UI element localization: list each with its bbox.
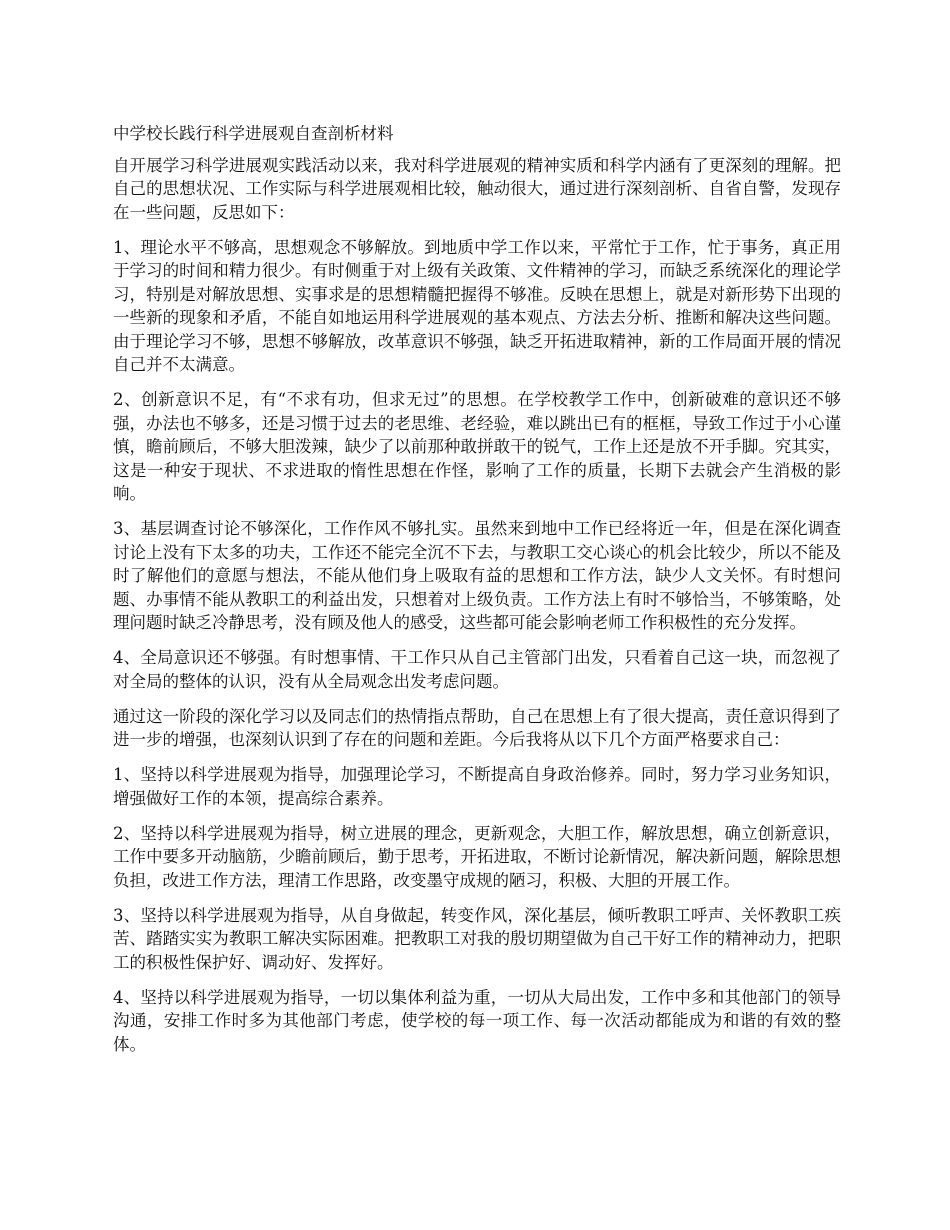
problem-paragraph-2: 2、创新意识不足，有“不求有功，但求无过”的思想。在学校教学工作中，创新破难的意识还不够强，办法也不够多，还是习惯于过去的老思维、老经验，难以跳出已有的框框，导致工作过于小心谨慎，瞻前顾后，不够大胆泼辣，缺少了以前那种敢拼敢干的锐气，工作上还是放不开手脚。究其实，这是一种安于现状、不求进取的惰性思想在作怪，影响了工作的质量，长期下去就会产生消极的影响。 (113, 390, 841, 503)
measure-paragraph-1: 1、坚持以科学进展观为指导，加强理论学习，不断提高自身政治修养。同时，努力学习业务知识，增强做好工作的本领，提高综合素养。 (113, 765, 841, 808)
document-title: 中学校长践行科学进展观自查剖析材料 (113, 124, 394, 143)
problem-paragraph-3: 3、基层调查讨论不够深化，工作作风不够扎实。虽然来到地中工作已经将近一年，但是在深化调查讨论上没有下太多的功夫，工作还不能完全沉不下去，与教职工交心谈心的机会比较少，所以不能及时了解他们的意愿与想法，不能从他们身上吸取有益的思想和工作方法，缺少人文关怀。有时想问题、办事情不能从教职工的利益出发，只想着对上级负责。工作方法上有时不够恰当，不够策略，处理问题时缺乏冷静思考，没有顾及他人的感受，这些都可能会影响老师工作积极性的充分发挥。 (113, 519, 841, 632)
measure-paragraph-2: 2、坚持以科学进展观为指导，树立进展的理念，更新观念，大胆工作，解放思想，确立创新意识，工作中要多开动脑筋，少瞻前顾后，勤于思考，开拓进取，不断讨论新情况，解决新问题，解除思想负担，改进工作方法，理清工作思路，改变墨守成规的陋习，积极、大胆的开展工作。 (113, 823, 841, 890)
problem-paragraph-1: 1、理论水平不够高，思想观念不够解放。到地质中学工作以来，平常忙于工作，忙于事务，真正用于学习的时间和精力很少。有时侧重于对上级有关政策、文件精神的学习，而缺乏系统深化的理论学习，特别是对解放思想、实事求是的思想精髓把握得不够准。反映在思想上，就是对新形势下出现的一些新的现象和矛盾，不能自如地运用科学进展观的基本观点、方法去分析、推断和解决这些问题。由于理论学习不够，思想不够解放，改革意识不够强，缺乏开拓进取精神，新的工作局面开展的情况自己并不太满意。 (113, 237, 841, 374)
measure-paragraph-4: 4、坚持以科学进展观为指导，一切以集体利益为重，一切从大局出发，工作中多和其他部门的领导沟通，安排工作时多为其他部门考虑，使学校的每一项工作、每一次活动都能成为和谐的有效的整体。 (113, 987, 841, 1054)
transition-paragraph: 通过这一阶段的深化学习以及同志们的热情指点帮助，自己在思想上有了很大提高，责任意识得到了进一步的增强，也深刻认识到了存在的问题和差距。今后我将从以下几个方面严格要求自己： (113, 706, 841, 749)
measure-paragraph-3: 3、坚持以科学进展观为指导，从自身做起，转变作风，深化基层，倾听教职工呼声、关怀教职工疾苦、踏踏实实为教职工解决实际困难。把教职工对我的殷切期望做为自己干好工作的精神动力，把职工的积极性保护好、调动好、发挥好。 (113, 905, 841, 972)
document-page (113, 122, 841, 1068)
intro-paragraph: 自开展学习科学进展观实践活动以来，我对科学进展观的精神实质和科学内涵有了更深刻的理解。把自己的思想状况、工作实际与科学进展观相比较，触动很大，通过进行深刻剖析、自省自警，发现存在一些问题，反思如下： (113, 155, 841, 222)
problem-paragraph-4: 4、全局意识还不够强。有时想事情、干工作只从自己主管部门出发，只看着自己这一块，而忽视了对全局的整体的认识，没有从全局观念出发考虑问题。 (113, 648, 841, 691)
